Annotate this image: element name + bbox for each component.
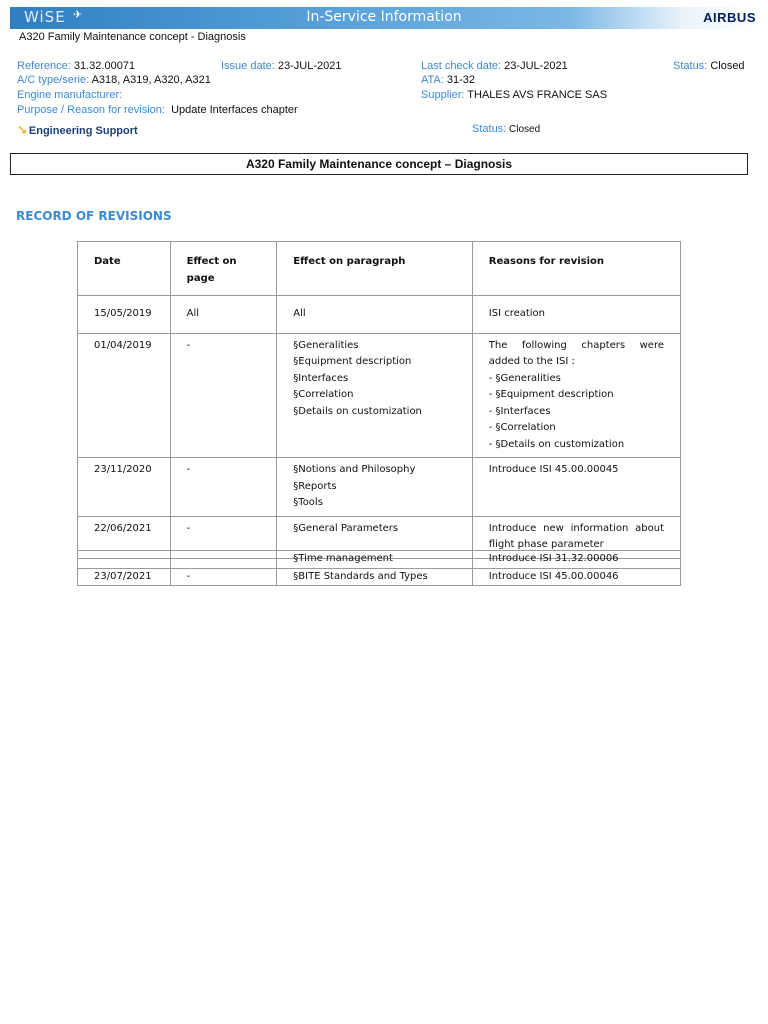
table-row: [78, 333, 681, 458]
engine-manufacturer-field: [17, 89, 122, 101]
table-row: [78, 568, 681, 586]
reason-line: The following chapters were added to the ISI :: [488, 339, 664, 367]
ata-label: ATA:: [421, 74, 444, 86]
paragraph-line: §Reports: [293, 480, 337, 492]
reason-line: - §Details on customization: [488, 438, 625, 450]
cell-effect-on-page: All: [170, 296, 277, 334]
cell-effect-on-page: [170, 551, 277, 569]
document-title: A320 Family Maintenance concept – Diagnosis: [10, 153, 748, 175]
ata-field: [421, 74, 475, 86]
document-subtitle: A320 Family Maintenance concept - Diagnosis: [19, 31, 246, 43]
supplier-label: Supplier:: [421, 89, 465, 101]
column-header-date: Date: [78, 242, 171, 296]
cell-date: 22/06/2021: [78, 516, 171, 558]
reference-value: 31.32.00071: [73, 60, 136, 72]
cell-effect-on-paragraph: [277, 458, 472, 517]
record-of-revisions-heading: RECORD OF REVISIONS: [16, 209, 172, 223]
paragraph-line: §Interfaces: [293, 372, 349, 384]
cell-effect-on-paragraph: [277, 296, 472, 334]
engineering-support-label: Engineering Support: [28, 125, 138, 137]
reference-field: [17, 60, 135, 72]
ac-type-value: A318, A319, A320, A321: [91, 74, 211, 86]
cell-reasons: Introduce ISI 45.00.00046: [472, 568, 680, 586]
reason-line: Introduce ISI 45.00.00045: [488, 464, 619, 475]
ac-type-label: A/C type/serie:: [17, 74, 90, 86]
cell-effect-on-page: -: [170, 458, 277, 517]
supplier-value: THALES AVS FRANCE SAS: [467, 89, 608, 101]
column-header-effect-on-paragraph: Effect on paragraph: [277, 242, 472, 296]
cell-date: [78, 551, 171, 569]
cell-effect-on-paragraph: [277, 333, 472, 458]
arrow-icon: ➘: [17, 122, 28, 137]
cell-reasons: [472, 458, 680, 517]
revisions-table: [77, 241, 681, 559]
column-header-reasons: Reasons for revision: [472, 242, 680, 296]
status-secondary: [472, 123, 540, 135]
table-row: [78, 551, 681, 569]
cell-effect-on-page: -: [170, 333, 277, 458]
issue-date-field: [221, 60, 341, 72]
supplier-field: [421, 89, 607, 101]
reason-line: ISI creation: [488, 308, 546, 319]
reason-line: - §Equipment description: [488, 389, 614, 400]
revisions-table-continued: [77, 550, 681, 586]
purpose-value: Update Interfaces chapter: [171, 104, 298, 116]
paragraph-line: §Tools: [293, 497, 323, 508]
cell-reasons: [472, 296, 680, 334]
paragraph-line: §Generalities: [293, 339, 359, 351]
status-label: Status:: [673, 60, 708, 72]
column-header-effect-on-page: Effect on page: [170, 242, 277, 296]
table-row: [78, 296, 681, 334]
reason-line: Introduce new information about flight phase parameter: [488, 522, 664, 550]
issue-date-value: 23-JUL-2021: [277, 60, 342, 72]
purpose-field: [17, 104, 298, 116]
paragraph-line: §Details on customization: [293, 405, 422, 417]
wise-logo: WiSE: [24, 8, 66, 26]
purpose-label: Purpose / Reason for revision:: [17, 104, 165, 116]
last-check-date-label: Last check date:: [421, 60, 502, 72]
ata-value: 31-32: [446, 74, 476, 86]
cell-date: 15/05/2019: [78, 296, 171, 334]
status-value: Closed: [710, 60, 745, 72]
isi-banner: [10, 7, 758, 29]
cell-effect-on-page: -: [170, 568, 277, 586]
reason-line: - §Generalities: [488, 372, 561, 384]
table-header-row: [78, 242, 681, 296]
paragraph-line: §Correlation: [293, 389, 354, 400]
cell-reasons: Introduce ISI 31.32.00006: [472, 551, 680, 569]
table-row: [78, 458, 681, 517]
cell-date: 23/11/2020: [78, 458, 171, 517]
cell-reasons: [472, 333, 680, 458]
status-field: [673, 60, 745, 72]
banner-title: In-Service Information: [306, 9, 462, 25]
status-secondary-value: Closed: [509, 124, 541, 135]
cell-effect-on-page: -: [170, 516, 277, 558]
reason-line: - §Correlation: [488, 422, 556, 433]
plane-icon: ✈: [73, 9, 83, 21]
reason-line: - §Interfaces: [488, 405, 551, 417]
cell-effect-on-paragraph: §Time management: [277, 551, 472, 569]
airbus-logo: AIRBUS: [703, 10, 756, 25]
cell-effect-on-paragraph: §BITE Standards and Types: [277, 568, 472, 586]
issue-date-label: Issue date:: [221, 60, 275, 72]
ac-type-field: [17, 74, 211, 86]
reference-label: Reference:: [17, 60, 71, 72]
last-check-date-value: 23-JUL-2021: [504, 60, 568, 72]
cell-date: 23/07/2021: [78, 568, 171, 586]
last-check-date-field: [421, 60, 568, 72]
cell-date: 01/04/2019: [78, 333, 171, 458]
paragraph-line: §Notions and Philosophy: [293, 464, 416, 475]
engine-manufacturer-label: Engine manufacturer:: [17, 89, 123, 101]
status-secondary-label: Status:: [472, 123, 507, 135]
engineering-support-link[interactable]: [17, 122, 138, 138]
paragraph-line: §General Parameters: [293, 522, 399, 534]
paragraph-line: All: [293, 308, 306, 319]
paragraph-line: §Equipment description: [293, 356, 412, 367]
